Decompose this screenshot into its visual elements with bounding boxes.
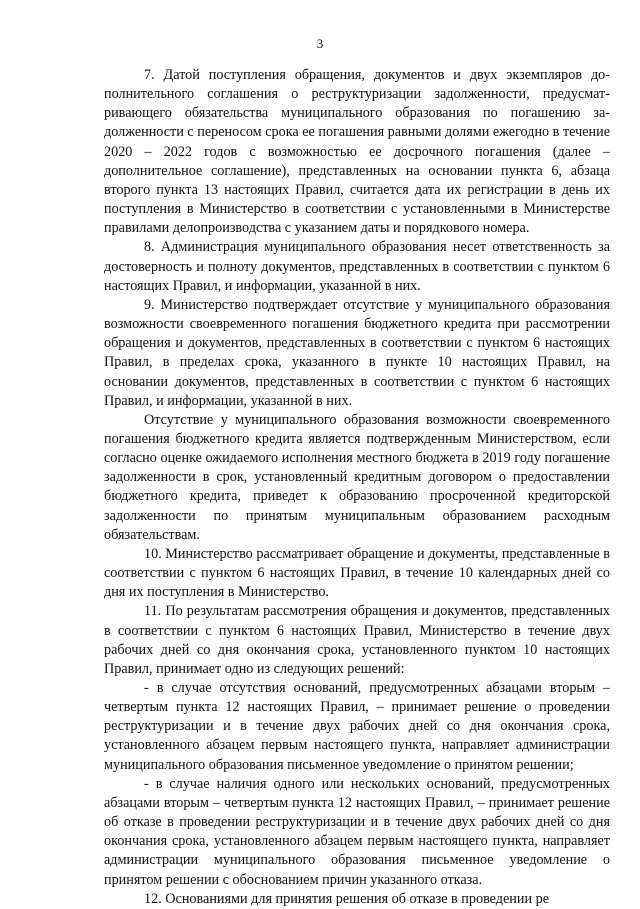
paragraph-8: 8. Администрация муниципального образования несет ответственность за достоверность и полноту документов, представленных в соответствии с пунктом 6 настоящих Правил, и информации, указанной в них.	[104, 239, 610, 294]
document-body	[104, 66, 610, 909]
paragraph-11: 11. По результатам рассмотрения обращения и документов, представленных в соответствии с пунктом 6 настоящих Правил, Министерство в течение двух рабочих дней со дня окончания срока, установленного пунктом 10 настоящих Правил, принимает одно из следующих решений:	[104, 603, 610, 677]
paragraph-11-item-1: - в случае отсутствия оснований, предусмотренных абзацами вторым – четвертым пункта 12 настоящих Правил, – принимает решение о проведении реструктуризации и в течение двух рабочих дней со дня окончания срока, установленного абзацем первым настоящего пункта, направляет администрации муниципального образования письменное уведомление о принятом решении;	[104, 680, 610, 773]
paragraph-9: 9. Министерство подтверждает отсутствие у муниципального образования возможности своевременного погашения бюджетного кредита при рассмотрении обращения и документов, представленных в соответствии с пунктом 6 настоящих Правил, в пределах срока, указанного в пункте 10 настоящих Правил, на основании документов, представленных в соответствии с пунктом 6 настоящих Правил, и информации, указанной в них.	[104, 296, 610, 409]
page-number: 3	[316, 36, 324, 51]
paragraph-10: 10. Министерство рассматривает обращение и документы, представленные в соответствии с пунктом 6 настоящих Правил, в течение 10 календарных дней со дня их поступления в Министерство.	[104, 545, 610, 601]
paragraph-9-continuation: Отсутствие у муниципального образования возможности своевременного погашения бюджетного кредита является подтвержденным Министерством, если согласно оценке ожидаемого исполнения местного бюджета в 2019 году погашение задолженности в срок, установленный кредитным договором о предоставлении бюджетного кредита, приведет к образованию просроченной кредиторской задолженности по принятым муниципальным образованием расходным обязательствам.	[104, 411, 610, 543]
paragraph-12: 12. Основаниями для принятия решения об отказе в проведении ре	[144, 890, 550, 907]
paragraph-11-item-2: - в случае наличия одного или нескольких оснований, предусмотренных абзацами вторым – четвертым пункта 12 настоящих Правил, – принимает решение об отказе в проведении реструктуризации и в течение двух рабочих дней со дня окончания срока, установленного абзацем первым настоящего пункта, направляет администрации муниципального образования письменное уведомление о принятом решении с обоснованием причин указанного отказа.	[104, 775, 610, 888]
paragraph-7: 7. Датой поступления обращения, документов и двух экземпляров дополнительного соглашения о реструктуризации задолженности, предусматривающего обязательства муниципального образования по погашению задолженности с переносом срока ее погашения равными долями ежегодно в течение 2020 – 2022 годов с возможностью ее досрочного погашения (далее – дополнительное соглашение), представленных на основании пункта 6, абзаца второго пункта 13 настоящих Правил, считается дата их регистрации в день их поступления в Министерство в соответствии с установленными в Министерстве правилами делопроизводства с указанием даты и порядкового номера.	[104, 67, 610, 237]
